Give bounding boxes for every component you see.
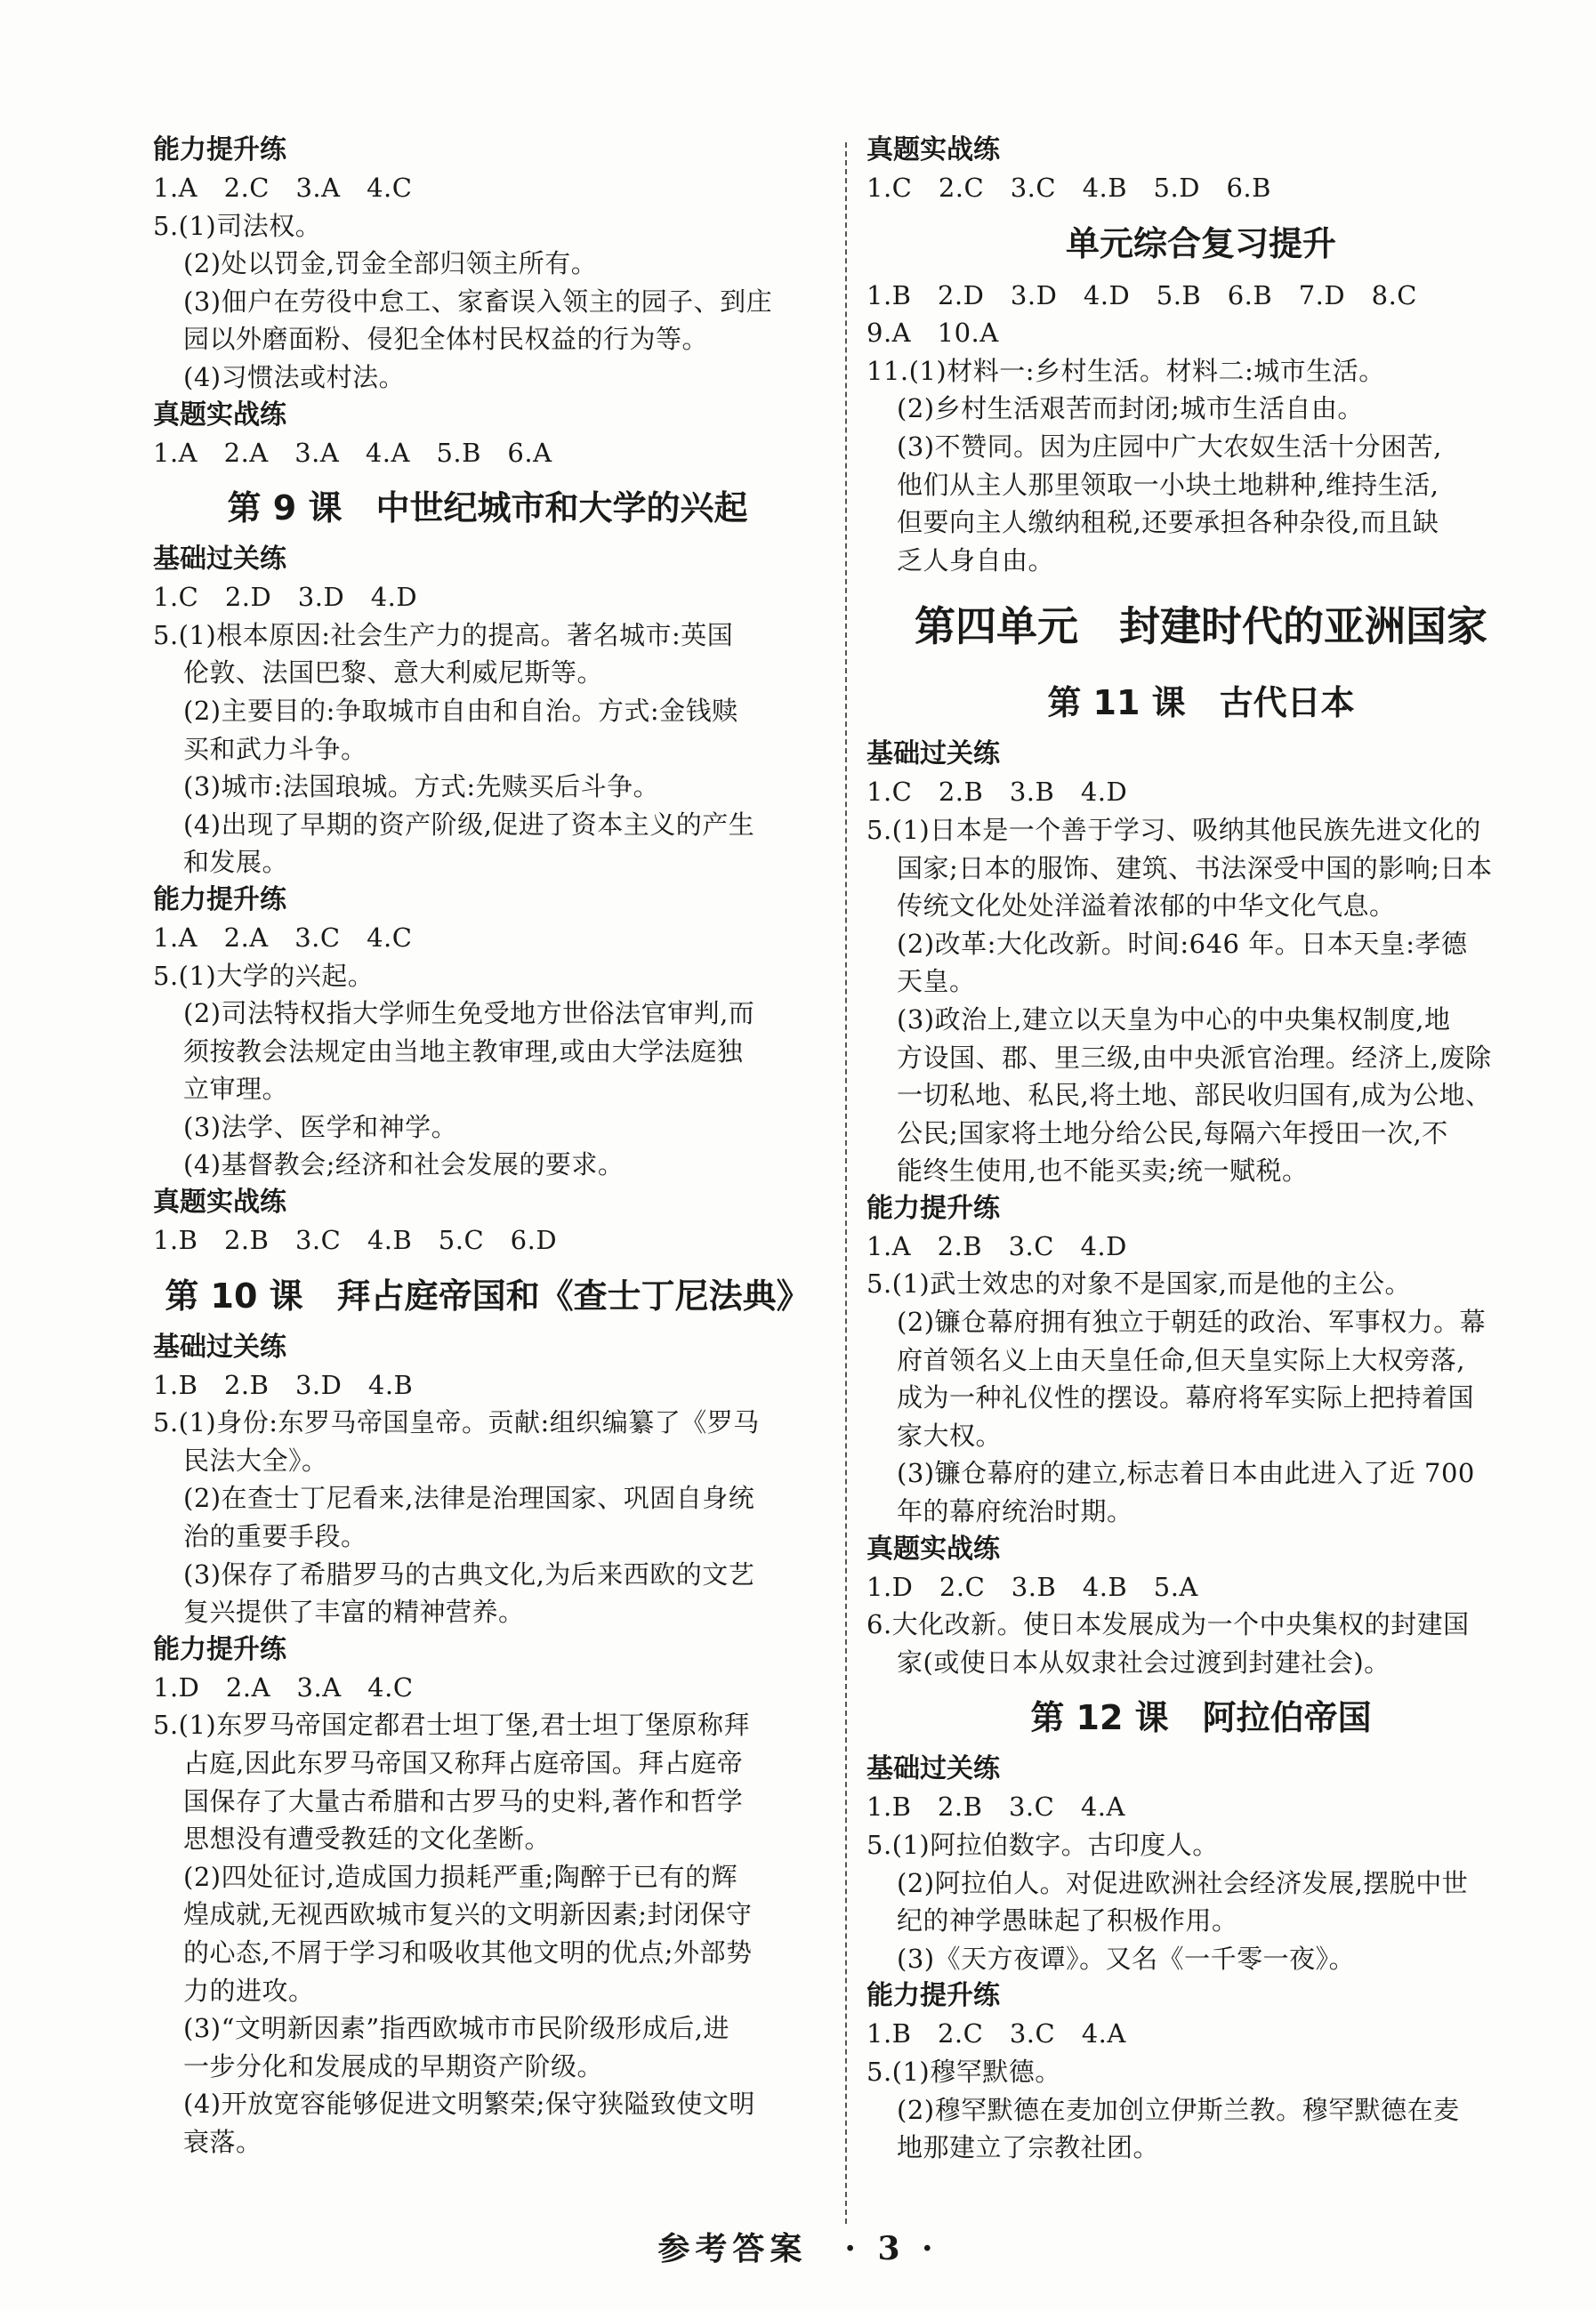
answer-line: 5.(1)根本原因:社会生产力的提高。著名城市:英国 bbox=[153, 619, 734, 650]
answer-line: 买和武力斗争。 bbox=[183, 733, 367, 764]
answer-line: 纪的神学愚昧起了积极作用。 bbox=[897, 1905, 1238, 1937]
answer-line: 传统文化处处洋溢着浓郁的中华文化气息。 bbox=[897, 890, 1396, 922]
answer-line: 1.B 2.B 3.D 4.B bbox=[153, 1369, 414, 1400]
answer-line: 家大权。 bbox=[897, 1420, 1003, 1451]
right-column bbox=[867, 132, 1536, 2167]
answer-line: (3)镰仓幕府的建立,标志着日本由此进入了近 700 bbox=[897, 1458, 1475, 1489]
answer-line: (3)城市:法国琅城。方式:先赎买后斗争。 bbox=[183, 771, 660, 802]
answer-line: (2)阿拉伯人。对促进欧洲社会经济发展,摆脱中世 bbox=[897, 1867, 1469, 1898]
answer-line: 府首领名义上由天皇任命,但天皇实际上大权旁落, bbox=[897, 1344, 1465, 1375]
answer-line: 国家;日本的服饰、建筑、书法深受中国的影响;日本 bbox=[897, 852, 1493, 883]
answer-line: 家(或使日本从奴隶社会过渡到封建社会)。 bbox=[897, 1647, 1390, 1678]
answer-line: (3)“文明新因素”指西欧城市市民阶级形成后,进 bbox=[183, 2013, 729, 2044]
section-heading: 能力提升练 bbox=[153, 1633, 286, 1665]
answer-line: 5.(1)大学的兴起。 bbox=[153, 960, 375, 991]
answer-line: 煌成就,无视西欧城市复兴的文明新因素;封闭保守 bbox=[183, 1899, 753, 1930]
section-heading: 真题实战练 bbox=[867, 134, 1000, 165]
answer-line: 天皇。 bbox=[897, 966, 976, 997]
answer-line: 1.C 2.C 3.C 4.B 5.D 6.B bbox=[867, 173, 1271, 203]
answer-line: 立审理。 bbox=[183, 1074, 289, 1105]
answer-line: (2)改革:大化改新。时间:646 年。日本天皇:孝德 bbox=[897, 928, 1468, 959]
answer-line: (3)保存了希腊罗马的古典文化,为后来西欧的文艺 bbox=[183, 1558, 755, 1590]
answer-line: 1.B 2.D 3.D 4.D 5.B 6.B 7.D 8.C bbox=[867, 279, 1417, 310]
answer-line: 5.(1)日本是一个善于学习、吸纳其他民族先进文化的 bbox=[867, 814, 1481, 845]
answer-line: 1.D 2.A 3.A 4.C bbox=[153, 1671, 414, 1703]
answer-line: (4)基督教会;经济和社会发展的要求。 bbox=[183, 1149, 625, 1180]
answer-line: 11.(1)材料一:乡村生活。材料二:城市生活。 bbox=[867, 355, 1385, 386]
page-footer: 参考答案 · 3 · bbox=[657, 2230, 939, 2267]
section-heading: 真题实战练 bbox=[153, 1187, 286, 1219]
answer-line: (4)出现了早期的资产阶级,促进了资本主义的产生 bbox=[183, 809, 755, 840]
section-heading: 能力提升练 bbox=[867, 1192, 1000, 1224]
answer-line: 须按教会法规定由当地主教审理,或由大学法庭独 bbox=[183, 1035, 744, 1067]
section-heading: 真题实战练 bbox=[867, 1533, 1000, 1565]
answer-line: 伦敦、法国巴黎、意大利威尼斯等。 bbox=[183, 657, 604, 688]
answer-line: 一切私地、私民,将土地、部民收归国有,成为公地、 bbox=[897, 1080, 1492, 1111]
answer-line: 1.A 2.C 3.A 4.C bbox=[153, 173, 413, 203]
left-column bbox=[153, 132, 822, 2162]
answer-line: 他们从主人那里领取一小块土地耕种,维持生活, bbox=[897, 469, 1439, 500]
answer-line: 年的幕府统治时期。 bbox=[897, 1496, 1133, 1527]
answer-line: (4)开放宽容能够促进文明繁荣;保守狭隘致使文明 bbox=[183, 2089, 755, 2120]
answer-line: 衰落。 bbox=[183, 2126, 262, 2157]
answer-line: (3)不赞同。因为庄园中广大农奴生活十分困苦, bbox=[897, 431, 1442, 462]
section-heading: 能力提升练 bbox=[153, 883, 286, 915]
answer-line: 能终生使用,也不能买卖;统一赋税。 bbox=[897, 1156, 1309, 1187]
answer-line: (2)在查士丁尼看来,法律是治理国家、巩固自身统 bbox=[183, 1483, 755, 1514]
answer-line: 占庭,因此东罗马帝国又称拜占庭帝国。拜占庭帝 bbox=[183, 1748, 744, 1778]
answer-line: 力的进攻。 bbox=[183, 1975, 315, 2006]
answer-line: 地那建立了宗教社团。 bbox=[897, 2132, 1160, 2163]
answer-line: 5.(1)东罗马帝国定都君士坦丁堡,君士坦丁堡原称拜 bbox=[153, 1710, 750, 1741]
answer-line: 1.A 2.B 3.C 4.D bbox=[867, 1230, 1127, 1261]
section-heading: 基础过关练 bbox=[867, 1753, 1000, 1785]
section-heading: 基础过关练 bbox=[153, 544, 286, 576]
answer-line: 1.D 2.C 3.B 4.B 5.A bbox=[867, 1571, 1198, 1602]
section-heading: 能力提升练 bbox=[153, 134, 286, 165]
answer-line: (4)习惯法或村法。 bbox=[183, 361, 406, 392]
lesson-title: 第 10 课 拜占庭帝国和《查士丁尼法典》 bbox=[165, 1276, 810, 1316]
section-heading: 基础过关练 bbox=[153, 1331, 286, 1363]
lesson-title: 单元综合复习提升 bbox=[1065, 223, 1336, 263]
section-heading: 真题实战练 bbox=[153, 399, 286, 431]
answer-line: 方设国、郡、里三级,由中央派官治理。经济上,废除 bbox=[897, 1042, 1492, 1073]
answer-line: (2)司法特权指大学师生免受地方世俗法官审判,而 bbox=[183, 998, 755, 1029]
answer-line: (2)处以罚金,罚金全部归领主所有。 bbox=[183, 248, 598, 279]
answer-line: 公民;国家将土地分给公民,每隔六年授田一次,不 bbox=[897, 1117, 1448, 1148]
answer-line: 民法大全》。 bbox=[183, 1445, 328, 1476]
answer-line: 1.C 2.B 3.B 4.D bbox=[867, 777, 1128, 808]
answer-line: 但要向主人缴纳租税,还要承担各种杂役,而且缺 bbox=[897, 507, 1439, 538]
answer-line: 1.B 2.B 3.C 4.B 5.C 6.D bbox=[153, 1225, 558, 1256]
column-divider bbox=[845, 142, 847, 2224]
answer-line: 思想没有遭受教廷的文化垄断。 bbox=[183, 1824, 552, 1855]
answer-line: (2)穆罕默德在麦加创立伊斯兰教。穆罕默德在麦 bbox=[897, 2094, 1460, 2125]
answer-line: 5.(1)穆罕默德。 bbox=[867, 2056, 1061, 2087]
answer-line: 1.A 2.A 3.C 4.C bbox=[153, 922, 413, 953]
answer-line: (2)四处征讨,造成国力损耗严重;陶醉于已有的辉 bbox=[183, 1861, 738, 1892]
answer-line: 1.B 2.C 3.C 4.A bbox=[867, 2018, 1126, 2049]
lesson-title: 第 11 课 古代日本 bbox=[1047, 683, 1355, 723]
answer-line: 一步分化和发展成的早期资产阶级。 bbox=[183, 2050, 604, 2082]
answer-line: 治的重要手段。 bbox=[183, 1521, 367, 1552]
answer-line: 和发展。 bbox=[183, 847, 289, 878]
answer-line: 国保存了大量古希腊和古罗马的史料,著作和哲学 bbox=[183, 1785, 744, 1816]
answer-line: (2)镰仓幕府拥有独立于朝廷的政治、军事权力。幕 bbox=[897, 1307, 1487, 1338]
answer-line: (3)《天方夜谭》。又名《一千零一夜》。 bbox=[897, 1943, 1356, 1974]
answer-line: (3)政治上,建立以天皇为中心的中央集权制度,地 bbox=[897, 1003, 1451, 1035]
lesson-title: 第 9 课 中世纪城市和大学的兴起 bbox=[227, 488, 748, 528]
answer-line: (2)乡村生活艰苦而封闭;城市生活自由。 bbox=[897, 393, 1364, 424]
section-heading: 基础过关练 bbox=[867, 738, 1000, 770]
answer-line: 5.(1)阿拉伯数字。古印度人。 bbox=[867, 1830, 1219, 1860]
unit-title: 第四单元 封建时代的亚洲国家 bbox=[915, 602, 1487, 651]
answer-line: (3)法学、医学和神学。 bbox=[183, 1111, 458, 1142]
answer-line: 的心态,不屑于学习和吸收其他文明的优点;外部势 bbox=[183, 1937, 753, 1968]
answer-line: 复兴提供了丰富的精神营养。 bbox=[183, 1597, 525, 1628]
lesson-title: 第 12 课 阿拉伯帝国 bbox=[1030, 1698, 1372, 1738]
answer-line: 5.(1)身份:东罗马帝国皇帝。贡献:组织编纂了《罗马 bbox=[153, 1407, 760, 1438]
answer-line: (2)主要目的:争取城市自由和自治。方式:金钱赎 bbox=[183, 695, 738, 726]
answer-line: 乏人身自由。 bbox=[897, 544, 1055, 576]
answer-line: 1.B 2.B 3.C 4.A bbox=[867, 1792, 1125, 1823]
answer-line: 成为一种礼仪性的摆设。幕府将军实际上把持着国 bbox=[897, 1382, 1475, 1413]
answer-line: 1.A 2.A 3.A 4.A 5.B 6.A bbox=[153, 437, 552, 468]
section-heading: 能力提升练 bbox=[867, 1980, 1000, 2012]
answer-line: 园以外磨面粉、侵犯全体村民权益的行为等。 bbox=[183, 324, 709, 355]
answer-line: 9.A 10.A bbox=[867, 318, 999, 349]
answer-line: 5.(1)武士效忠的对象不是国家,而是他的主公。 bbox=[867, 1268, 1411, 1300]
answer-line: 6.大化改新。使日本发展成为一个中央集权的封建国 bbox=[867, 1609, 1470, 1640]
answer-line: 5.(1)司法权。 bbox=[153, 210, 322, 241]
answer-line: (3)佃户在劳役中怠工、家畜误入领主的园子、到庄 bbox=[183, 286, 773, 317]
answer-line: 1.C 2.D 3.D 4.D bbox=[153, 582, 418, 613]
